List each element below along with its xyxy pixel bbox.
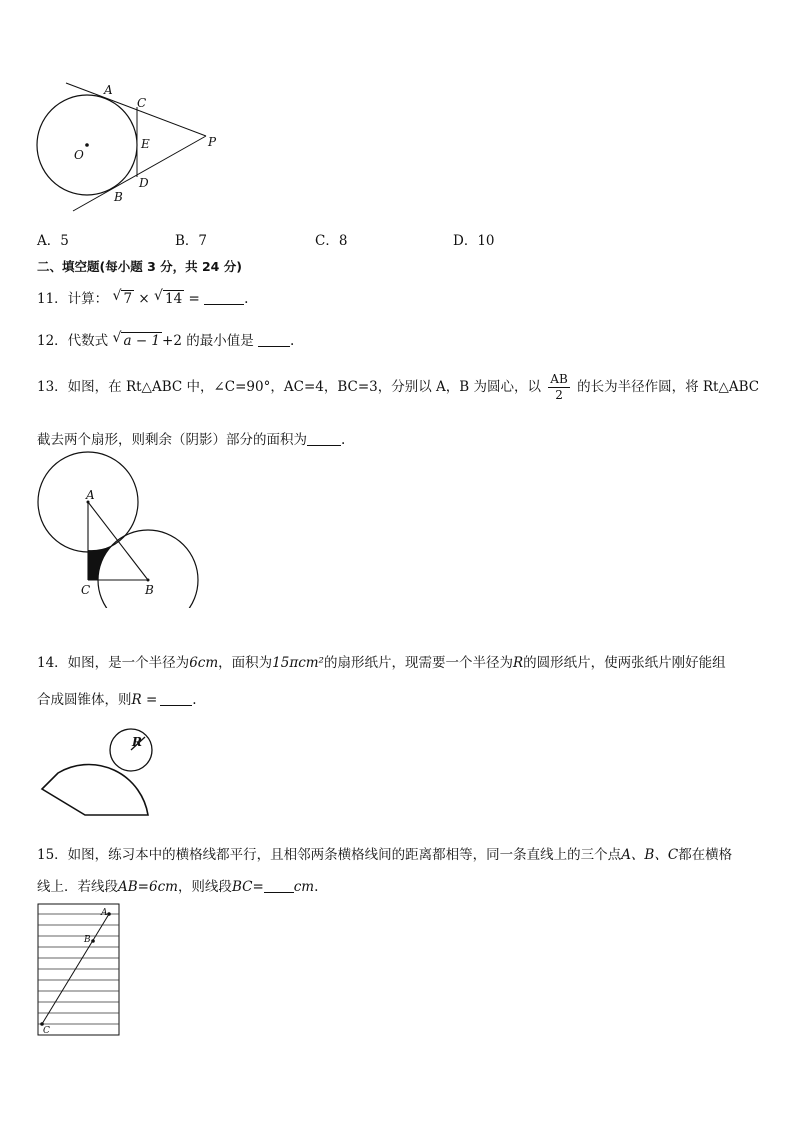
q10-option-b: B．7 xyxy=(175,233,208,249)
q11-sqrt-7: √ 7 xyxy=(112,288,133,307)
q15-line1-b: 都在横格 xyxy=(678,847,733,863)
q14-area: 15πcm² xyxy=(272,655,324,671)
question-15-line2 xyxy=(37,875,318,895)
q13-line1-pre: 13．如图，在 Rt△ABC 中，∠C=90°，AC=4，BC=3，分别以 A，B 为圆心，以 xyxy=(37,379,541,395)
q14-line1-d: 的圆形纸片，使两张纸片刚好能组 xyxy=(523,655,726,671)
question-15-line1 xyxy=(37,843,732,863)
q12-prefix: 12．代数式 xyxy=(37,333,109,349)
q15-points: A、B、C xyxy=(621,847,679,863)
figure-circle-tangents xyxy=(30,80,230,215)
q10-option-c: C．8 xyxy=(315,233,348,249)
q14-line1-c: 的扇形纸片，现需要一个半径为 xyxy=(323,655,513,671)
figure-sector-circle xyxy=(35,725,165,825)
q14-answer-blank[interactable] xyxy=(160,693,192,706)
fig1-label-e: E xyxy=(141,137,150,151)
question-14-line2 xyxy=(37,688,197,708)
q14-line2-a: 合成圆锥体，则 xyxy=(37,692,132,708)
q14-radius: 6cm xyxy=(189,655,219,671)
q13-answer-blank[interactable] xyxy=(307,433,341,446)
fig2-label-a: A xyxy=(86,488,95,502)
q12-sqrt: √ a − 1 xyxy=(112,330,161,349)
q15-line2-b: ，则线段 xyxy=(177,879,232,895)
fig4-label-a: A xyxy=(101,908,108,918)
fig1-label-o: O xyxy=(74,148,84,162)
q13-line1-post: 的长为半径作圆，将 Rt△ABC xyxy=(577,379,760,395)
q11-times: × xyxy=(138,291,150,307)
fig1-label-d: D xyxy=(139,176,149,190)
q15-end: . xyxy=(314,879,319,895)
q13-end: . xyxy=(341,432,346,448)
q15-line1-a: 15．如图，练习本中的横格线都平行，且相邻两条横格线间的距离都相等，同一条直线上的三个点 xyxy=(37,847,622,863)
q10-option-d: D．10 xyxy=(453,233,495,249)
fig1-label-c: C xyxy=(137,96,147,110)
question-14-line1 xyxy=(37,651,726,671)
q13-line2: 截去两个扇形，则剩余（阴影）部分的面积为 xyxy=(37,432,307,448)
q11-end: . xyxy=(244,291,249,307)
q14-r-eq: R = xyxy=(131,692,158,708)
q14-line1-a: 14．如图，是一个半径为 xyxy=(37,655,190,671)
figure-notebook-lines xyxy=(37,903,121,1037)
fig2-label-b: B xyxy=(145,583,154,597)
q11-sqrt-14: √ 14 xyxy=(153,288,183,307)
q14-r-var: R xyxy=(512,655,524,671)
fig3-label-r: R xyxy=(132,735,142,749)
fig4-label-c: C xyxy=(43,1026,50,1036)
q11-prefix: 11．计算： xyxy=(37,291,109,307)
figure-two-circles-triangle xyxy=(30,448,205,608)
fig1-label-a: A xyxy=(104,83,113,97)
q15-answer-blank[interactable] xyxy=(264,880,294,893)
q15-bc: BC= xyxy=(231,879,264,895)
q15-line2-a: 线上．若线段 xyxy=(37,879,118,895)
question-13-line2 xyxy=(37,428,345,448)
q14-line1-b: ，面积为 xyxy=(218,655,273,671)
question-11 xyxy=(37,287,248,307)
q15-unit: cm xyxy=(293,879,315,895)
q12-mid: +2 的最小值是 xyxy=(162,333,254,349)
section-title-fill-blank: 二、填空题(每小题 3 分，共 24 分) xyxy=(37,259,242,274)
fig1-label-b: B xyxy=(114,190,123,204)
q14-end: . xyxy=(192,692,197,708)
q11-answer-blank[interactable] xyxy=(204,292,244,305)
q15-ab: AB=6cm xyxy=(118,879,178,895)
q10-option-a: A．5 xyxy=(37,233,69,249)
q12-answer-blank[interactable] xyxy=(258,334,290,347)
question-13-line1 xyxy=(37,372,759,403)
fig2-label-c: C xyxy=(81,583,91,597)
q12-end: . xyxy=(290,333,295,349)
fig4-label-b: B xyxy=(84,935,91,945)
fig1-label-p: P xyxy=(208,135,217,149)
q11-equals: = xyxy=(188,291,200,307)
question-12 xyxy=(37,329,294,349)
q13-fraction: $\frac{AB}{2}$ xyxy=(550,372,568,402)
